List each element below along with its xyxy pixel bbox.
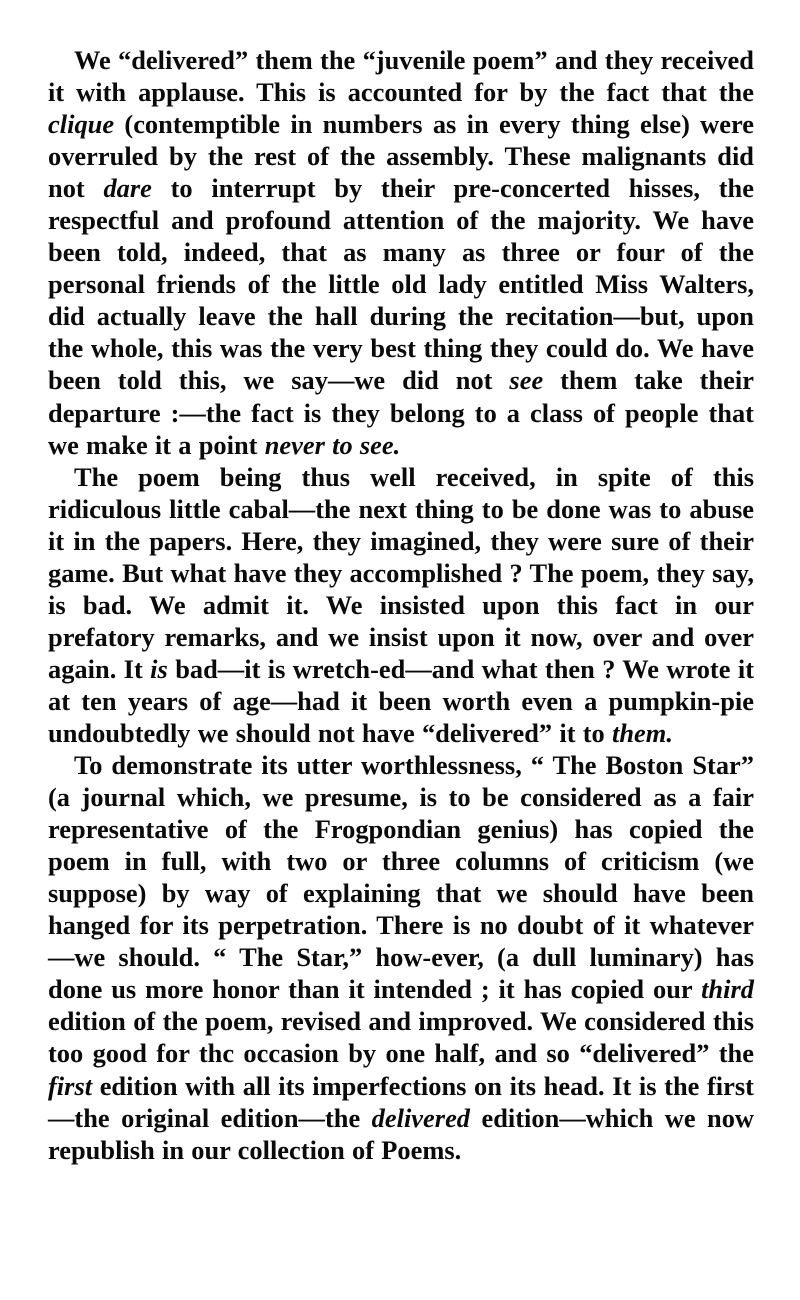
emphasis-text: clique (48, 109, 115, 140)
emphasis-text: them. (611, 717, 673, 748)
body-paragraph (48, 749, 754, 1166)
body-text: (contemptible in numbers as in every thing else) were overruled by the rest of the assembly. These malignants did not (48, 109, 754, 204)
body-text: To demonstrate its utter worthlessness, “ The Boston Star” (a journal which, we presume, is to be considered as a fair representative of the Frogpondian genius) has copied the poem in full, with two or three columns of criticism (we suppose) by way of explaining that we should have been hanged for its perpetration. There is no doubt of it whatever—we should. “ The Star,” how-ever, (a dull luminary) has done us more honor than it intended ; it has copied our (48, 750, 754, 1005)
body-text: edition with all its imperfections on its head. It is the first—the original edition—the (48, 1070, 754, 1133)
text-column (48, 44, 754, 1166)
emphasis-text: is (150, 653, 168, 684)
emphasis-text: see (509, 365, 544, 396)
emphasis-text: never to see. (264, 429, 401, 460)
body-paragraph (48, 44, 754, 461)
body-text: We “delivered” them the “juvenile poem” and they received it with applause. This is accounted for by the fact that the (48, 45, 754, 108)
body-text: The poem being thus well received, in spite of this ridiculous little cabal—the next thing to be done was to abuse it in the papers. Here, they imagined, they were sure of their game. But what have they accomplished ? The poem, they say, is bad. We admit it. We insisted upon this fact in our prefatory remarks, and we insist upon it now, over and over again. It (48, 461, 754, 684)
body-text: bad—it is wretch-ed—and what then ? We wrote it at ten years of age—had it been worth even a pumpkin-pie undoubtedly we should not have “delivered” it to (48, 653, 754, 748)
body-text: edition of the poem, revised and improved. We considered this too good for thc occasion by one half, and so “delivered” the (48, 1006, 754, 1069)
emphasis-text: first (48, 1070, 93, 1101)
emphasis-text: third (701, 974, 754, 1005)
body-text: them take their departure :—the fact is they belong to a class of people that we make it a point (48, 365, 754, 460)
body-text: edition—which we now republish in our collection of Poems. (48, 1102, 754, 1165)
emphasis-text: delivered (371, 1102, 471, 1133)
emphasis-text: dare (103, 173, 152, 204)
body-text: to interrupt by their pre-concerted hisses, the respectful and profound attention of the majority. We have been told, indeed, that as many as three or four of the personal friends of the little old lady entitled Miss Walters, did actually leave the hall during the recitation—but, upon the whole, this was the very best thing they could do. We have been told this, we say—we did not (48, 173, 754, 396)
body-paragraph (48, 461, 754, 749)
